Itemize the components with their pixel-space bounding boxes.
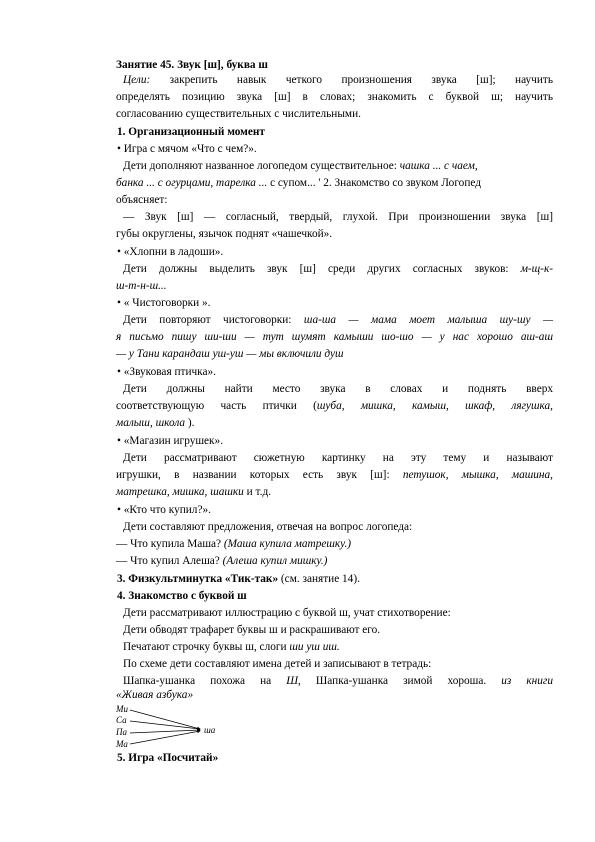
poem-part-a: Шапка-ушанка похожа на xyxy=(123,675,287,687)
clap-line-2: ш-т-н-ш... xyxy=(116,280,167,292)
buy-line-1: Дети составляют предложения, отвечая на вопрос логопеда: xyxy=(123,521,413,533)
shop-line-1: Дети рассматривают сюжетную картинку на эту тему и называют xyxy=(123,452,553,464)
s1-line-2 xyxy=(116,176,553,190)
goals-line-1 xyxy=(123,73,553,87)
arrow-1 xyxy=(130,710,200,729)
s4-line-5 xyxy=(123,674,553,688)
shop-text: игрушки, в названии которых есть звук [ш]: xyxy=(116,469,403,481)
scheme-syllable-4: Ма xyxy=(116,739,128,749)
shop-toys-2: матрешка, мишка, шашки xyxy=(116,486,244,498)
arrow-4 xyxy=(130,731,200,744)
buy-question-1: — Что купила Маша? xyxy=(116,538,224,550)
scheme-syllable-3: Па xyxy=(116,727,127,737)
section-1-heading: 1. Организационный момент xyxy=(117,126,265,138)
poem-part-c: , Шапка-ушанка зимой хороша. xyxy=(298,675,502,687)
tongue-phrase-1: ша-ша — мама моет малыша шу-шу — xyxy=(303,314,553,326)
shop-etc: и т.д. xyxy=(243,486,272,498)
tongue-line-2: я письмо пишу ши-ши — тут шумят камыши шо-шо — у нас хорошо аш-аш xyxy=(116,331,553,343)
lesson-title: Занятие 45. Звук [ш], буква ш xyxy=(116,59,268,71)
shop-toys: петушок, мышка, машина, xyxy=(402,469,553,481)
section-3-heading: 3. Физкультминутка «Тик-так» xyxy=(117,573,279,585)
s1-examples-2: банка ... с огурцами, тарелка ... xyxy=(116,177,268,189)
bird-words-2: малыш, школа xyxy=(116,417,186,429)
s1-line-1 xyxy=(123,159,560,173)
game-ball-heading: • Игра с мячом «Что с чем?». xyxy=(117,143,257,155)
buy-line-2 xyxy=(116,537,553,551)
shop-line-2 xyxy=(116,468,553,482)
toy-shop-heading: • «Магазин игрушек». xyxy=(117,435,224,447)
clap-heading: • «Хлопни в ладоши». xyxy=(117,246,224,258)
poem-letter: Ш xyxy=(286,675,298,687)
scheme-target-syllable: ша xyxy=(204,725,216,735)
s4-line-4: По схеме дети составляют имена детей и записывают в тетрадь: xyxy=(123,658,432,670)
sound-bird-heading: • «Звуковая птичка». xyxy=(117,366,216,378)
goals-line-3: согласованию существительных с числительными. xyxy=(116,108,361,120)
clap-text: Дети должны выделить звук [ш] среди других согласных звуков: xyxy=(123,263,521,275)
tongue-line-1 xyxy=(123,313,553,327)
bird-words: шуба, мишка, камыш, шкаф, лягушка, xyxy=(316,400,553,412)
s4-line-1: Дети рассматривают иллюстрацию с буквой ш, учат стихотворение: xyxy=(123,607,451,619)
buy-answer-1: (Маша купила матрешку.) xyxy=(223,538,352,550)
s4-line-3 xyxy=(123,640,560,654)
poem-source: из книги xyxy=(501,675,553,687)
section-4-heading: 4. Знакомство с буквой ш xyxy=(117,590,247,602)
scheme-syllable-1: Ми xyxy=(116,704,128,714)
s4-syllables: ши уш иш. xyxy=(289,641,340,653)
clap-line-1 xyxy=(123,262,553,276)
goals-text-1: закрепить навык четкого произношения звука [ш]; научить xyxy=(150,74,553,86)
section-3-ref: (см. занятие 14). xyxy=(278,573,360,585)
scheme-syllable-2: Са xyxy=(116,715,127,725)
sound-line-1: — Звук [ш] — согласный, твердый, глухой. При произношении звука [ш] xyxy=(123,211,553,223)
bird-line-3 xyxy=(116,416,553,430)
s1-text: Дети дополняют названное логопедом существительное: xyxy=(123,160,400,172)
section-5-heading: 5. Игра «Посчитай» xyxy=(117,752,219,764)
bird-close: ). xyxy=(185,417,195,429)
who-bought-heading: • «Кто что купил?». xyxy=(117,504,211,516)
scheme-arrows xyxy=(116,704,236,752)
tongue-text: Дети повторяют чистоговорки: xyxy=(123,314,304,326)
shop-line-3 xyxy=(116,485,553,499)
clap-sounds: м-щ-к- xyxy=(520,263,553,275)
s4-syllables-text: Печатают строчку буквы ш, слоги xyxy=(123,641,290,653)
bird-text: соответствующую часть птички ( xyxy=(116,400,317,412)
bird-line-2 xyxy=(116,399,553,413)
arrow-3 xyxy=(130,730,200,733)
arrow-2 xyxy=(130,721,200,729)
s1-examples: чашка ... с чаем, xyxy=(399,160,478,172)
tongue-line-3: — у Тани карандаш уш-уш — мы включили душ xyxy=(116,348,344,360)
section-3-line xyxy=(117,572,554,586)
tongue-twister-heading: • « Чистоговорки ». xyxy=(117,297,211,309)
bird-line-1: Дети должны найти место звука в словах и поднять вверх xyxy=(123,383,553,395)
buy-answer-2: (Алеша купил мишку.) xyxy=(222,555,328,567)
buy-line-3 xyxy=(116,554,553,568)
syllable-scheme xyxy=(116,704,236,752)
book-title: «Живая азбука» xyxy=(116,689,194,701)
s4-line-2: Дети обводят трафарет буквы ш и раскрашивают его. xyxy=(123,624,381,636)
s1-line-3: объясняет: xyxy=(116,194,168,206)
buy-question-2: — Что купил Алеша? xyxy=(116,555,223,567)
goals-line-2: определять позицию звука [ш] в словах; знакомить с буквой ш; научить xyxy=(116,91,553,103)
goals-label: Цели: xyxy=(123,74,151,86)
sound-line-2: губы округлены, язычок поднят «чашечкой». xyxy=(116,228,333,240)
s1-text-2: с супом... ' 2. Знакомство со звуком Логопед xyxy=(267,177,481,189)
